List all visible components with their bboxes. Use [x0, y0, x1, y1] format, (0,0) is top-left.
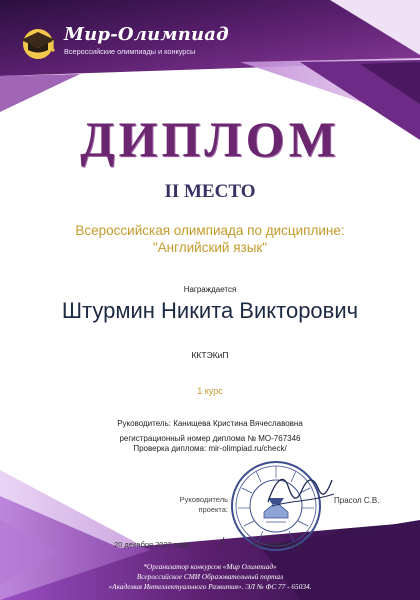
handwritten-signature-icon — [262, 468, 338, 512]
footer-line-1: *Организатор конкурсов «Мир Олимпиад» — [143, 562, 277, 571]
graduation-cap-icon — [18, 24, 58, 60]
awarded-label: Награждается — [183, 285, 237, 294]
registration-number: регистрационный номер диплома № МО-767346 — [119, 434, 301, 443]
logo-subtitle: Всероссийские олимпиады и конкурсы — [64, 47, 196, 56]
project-label-line-1: Руководитель — [179, 495, 228, 504]
footer-line-2: Всероссийское СМИ Образовательный портал — [136, 572, 284, 581]
olympiad-line-2: "Английский язык" — [152, 240, 268, 255]
diploma-title: ДИПЛОМ — [80, 111, 340, 167]
place-award: II МЕСТО — [164, 181, 256, 202]
project-manager-label — [160, 495, 228, 515]
footer-line-3: «Академия Интеллектуального Развития». ЭЛ № ФС 77 - 65034. — [108, 582, 312, 591]
organization: ККТЭКиП — [191, 350, 229, 360]
project-label-line-2: проекта: — [198, 505, 228, 514]
course: 1 курс — [197, 386, 223, 396]
registration-block — [0, 434, 420, 454]
signer-name: Прасол С.В. — [334, 496, 380, 505]
logo-title: Мир-Олимпиад — [64, 24, 229, 45]
supervisor: Руководитель: Канищева Кристина Вячеславовна — [117, 419, 303, 428]
slash-divider — [218, 536, 226, 550]
recipient-name: Штурмин Никита Викторович — [61, 298, 359, 323]
olympiad-discipline — [0, 222, 420, 256]
olympiad-line-1: Всероссийская олимпиада по дисциплине: — [75, 223, 345, 238]
verification-link: Проверка диплома: mir-olimpiad.ru/check/ — [133, 444, 287, 453]
footer-organizer — [0, 562, 420, 592]
brand-logo — [18, 22, 248, 62]
issue-date: 20 декабря 2022 года — [114, 540, 190, 549]
site-url: mir-olimpiad.ru — [252, 540, 302, 549]
